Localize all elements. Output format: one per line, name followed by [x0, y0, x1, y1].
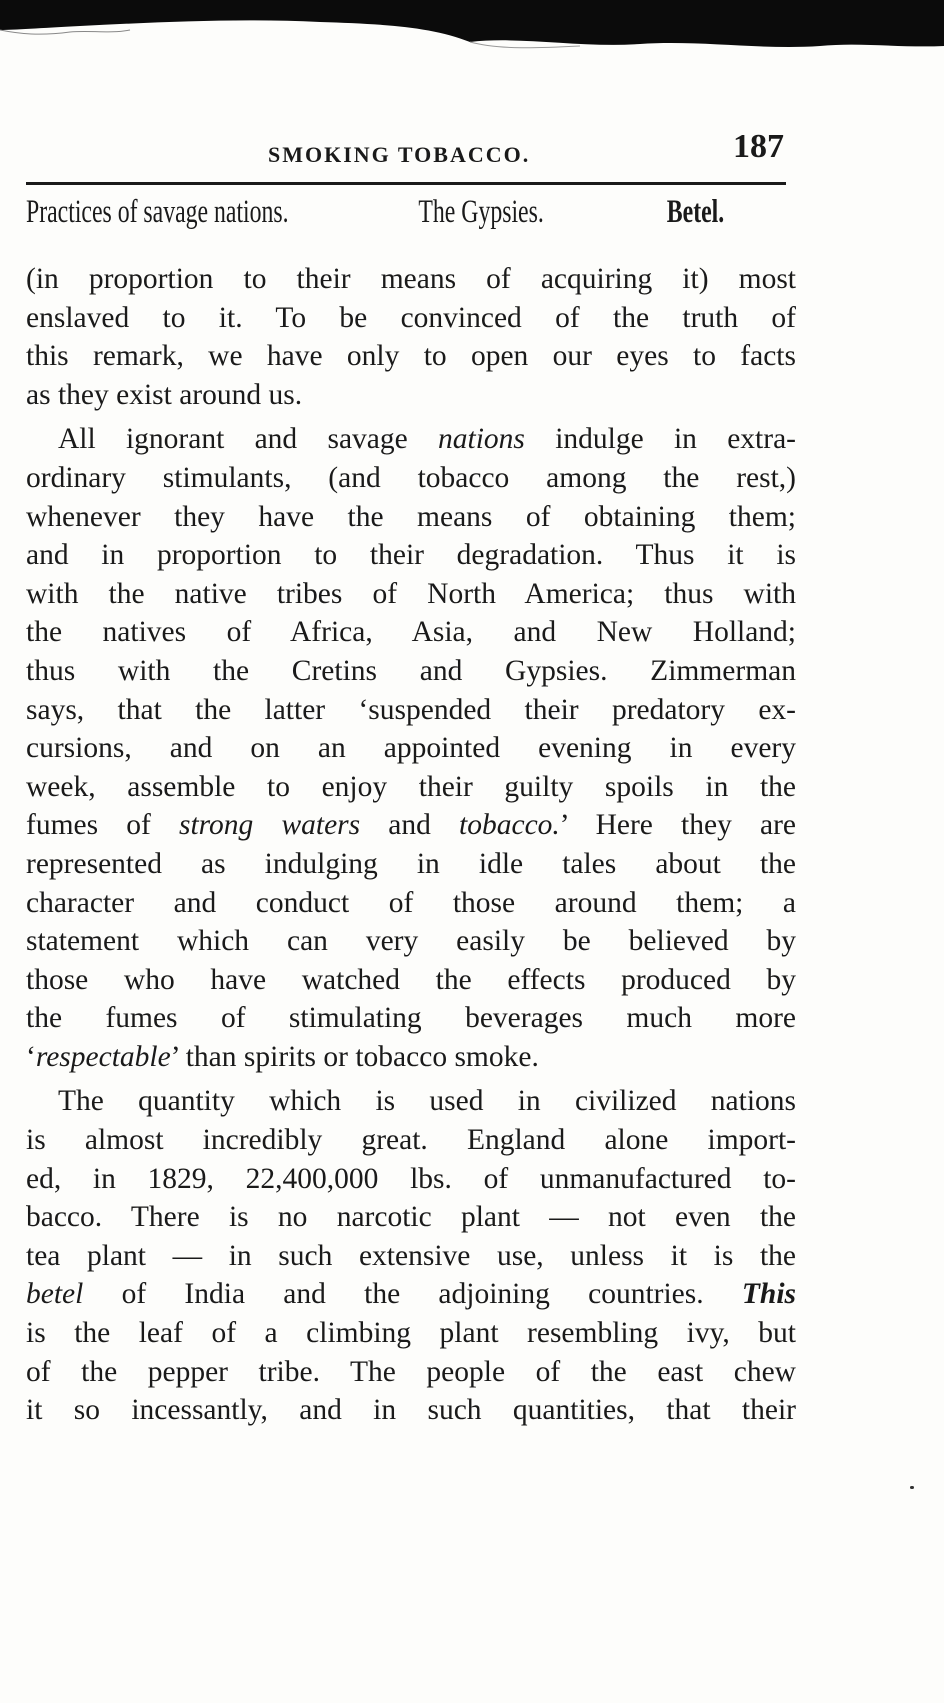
text-line: it so incessantly, and in such quantities, that their [26, 1394, 796, 1427]
text-line: with the native tribes of North America; thus with [26, 577, 796, 610]
running-head [26, 128, 786, 178]
paragraph-2 [26, 420, 796, 1076]
text-line: ordinary stimulants, (and tobacco among the rest,) [26, 461, 796, 494]
subhead-betel: Betel. [666, 194, 725, 230]
text-line: statement which can very easily be believed by [26, 925, 796, 958]
text-line: betel of India and the adjoining countries. This [26, 1278, 796, 1311]
text-line: bacco. There is no narcotic plant — not even the [26, 1201, 796, 1234]
paragraph-1 [26, 260, 796, 414]
paragraph-3 [26, 1082, 796, 1429]
text-line: is the leaf of a climbing plant resembling ivy, but [26, 1317, 796, 1350]
scan-shadow-edge [0, 0, 944, 60]
text-line: says, that the latter ‘suspended their predatory ex- [26, 693, 796, 726]
text-line: thus with the Cretins and Gypsies. Zimmerman [26, 654, 796, 687]
running-title: SMOKING TOBACCO. [268, 142, 531, 167]
text-line: as they exist around us. [26, 378, 303, 411]
text-line: The quantity which is used in civilized nations [58, 1085, 796, 1118]
text-line: tea plant — in such extensive use, unless it is the [26, 1239, 796, 1272]
text-line: fumes of strong waters and tobacco.’ Here they are [26, 809, 797, 842]
text-line: is almost incredibly great. England alone import- [26, 1124, 796, 1157]
text-line: the fumes of stimulating beverages much more [26, 1002, 796, 1035]
text-line: All ignorant and savage nations indulge in extra- [58, 423, 796, 456]
text-line: enslaved to it. To be convinced of the truth of [26, 301, 796, 334]
page-number: 187 [733, 128, 784, 165]
header-rule [26, 182, 786, 185]
subhead-savage-nations: Practices of savage nations. [26, 194, 289, 230]
text-line: whenever they have the means of obtaining them; [26, 500, 796, 533]
text-line: those who have watched the effects produced by [26, 963, 796, 996]
text-line: of the pepper tribe. The people of the east chew [26, 1355, 796, 1388]
text-line: represented as indulging in idle tales about the [26, 847, 796, 880]
text-line: cursions, and on an appointed evening in every [26, 732, 796, 765]
text-line: week, assemble to enjoy their guilty spoils in the [26, 770, 796, 803]
scan-speck [910, 1486, 914, 1489]
subhead-gypsies: The Gypsies. [418, 194, 544, 230]
text-line: and in proportion to their degradation. Thus it is [26, 539, 796, 572]
text-line: ed, in 1829, 22,400,000 lbs. of unmanufactured to- [26, 1162, 796, 1195]
text-line: the natives of Africa, Asia, and New Holland; [26, 616, 796, 649]
text-line: character and conduct of those around them; a [26, 886, 796, 919]
marginal-subheads [26, 186, 725, 242]
body-text [26, 260, 796, 1430]
text-line: ‘respectable’ than spirits or tobacco smoke. [26, 1040, 539, 1073]
text-line: (in proportion to their means of acquiring it) most [26, 263, 796, 295]
text-line: this remark, we have only to open our eyes to facts [26, 340, 796, 373]
